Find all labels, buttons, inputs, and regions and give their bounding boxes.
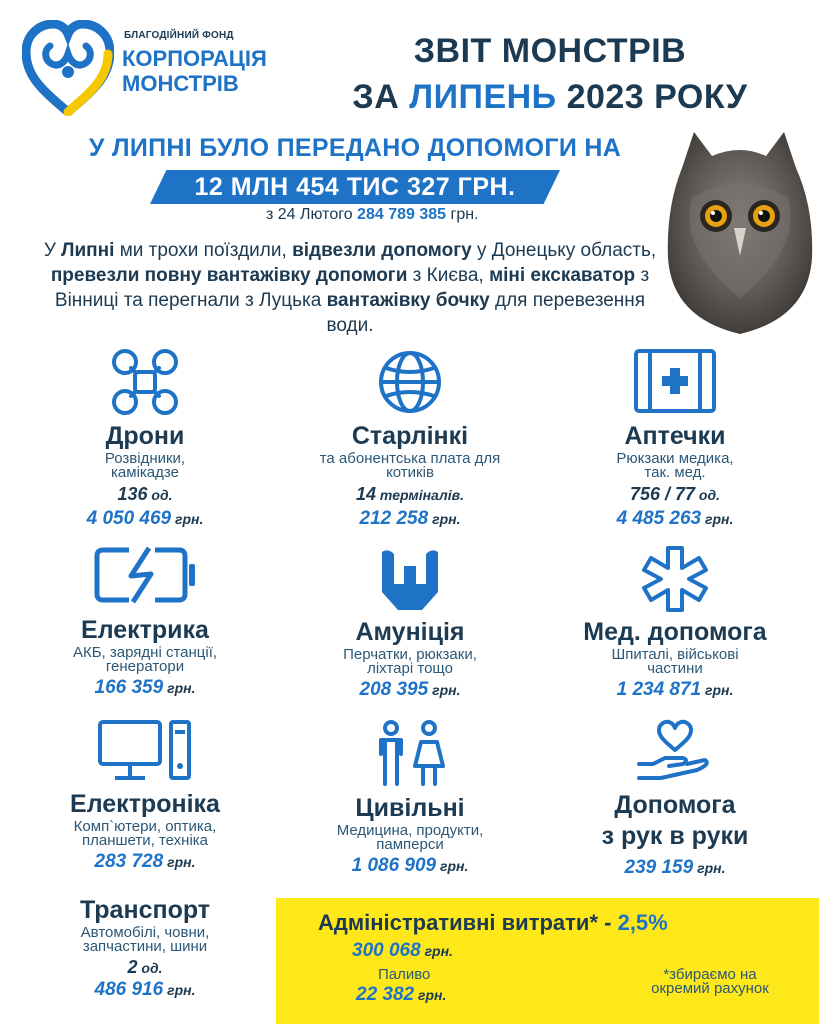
story-paragraph: У Липні ми трохи поїздили, відвезли допомогу у Донецьку область, превезли повну вантажівку допомоги з Києва, міні екскаватор з Вінниці та перегнали з Луцька вантажівку бочку для перевезення води. — [43, 240, 657, 336]
drone-icon — [109, 346, 181, 418]
fuel-label: Паливо — [378, 966, 431, 983]
category-amount: 239 159 грн. — [624, 857, 726, 878]
summary-headline: У ЛИПНІ БУЛО ПЕРЕДАНО ДОПОМОГИ НА — [88, 134, 622, 162]
logo — [22, 20, 282, 120]
category-qty: 756 / 77 од. — [629, 484, 721, 504]
category-name: Аптечки — [624, 422, 726, 450]
category-desc: Медицина, продукти, памперси — [336, 822, 484, 853]
total-amount: 12 МЛН 454 ТИС 327 ГРН. — [194, 173, 516, 201]
globe-icon — [374, 346, 446, 418]
admin-title: Адміністративні витрати* - 2,5% — [318, 910, 668, 935]
category-name: Дрони — [105, 422, 185, 450]
computer-icon — [97, 718, 193, 784]
category-desc: та абонентська плата для котиків — [319, 450, 501, 481]
category-amount: 486 916 грн. — [94, 979, 196, 1000]
fuel-amount: 22 382 грн. — [356, 984, 447, 1005]
category-name: Допомога — [614, 791, 736, 819]
category-qty: 14 терміналів. — [356, 484, 464, 504]
category-amount: 283 728 грн. — [94, 851, 196, 872]
people-icon — [373, 718, 447, 788]
category-name: Амуніція — [355, 618, 465, 646]
medical-star-icon — [640, 544, 710, 614]
footnote: *збираємо на окремий рахунок — [651, 966, 769, 997]
category-medical — [545, 544, 805, 702]
page-title: ЗВІТ МОНСТРІВ ЗА ЛИПЕНЬ 2023 РОКУ — [352, 32, 748, 116]
first-aid-kit-icon — [633, 346, 717, 418]
category-name: Електроніка — [70, 790, 220, 818]
category-desc: Автомобілі, човни, запчастини, шини — [80, 924, 210, 955]
category-name: Електрика — [81, 616, 209, 644]
category-first-aid — [545, 346, 805, 531]
category-name-line2: з рук в руки — [601, 822, 749, 850]
category-desc: Перчатки, рюкзаки, ліхтарі тощо — [343, 646, 477, 677]
category-desc: Рюкзаки медика, так. мед. — [616, 450, 734, 481]
category-starlinks — [280, 346, 540, 531]
since-total: з 24 Лютого 284 789 385 грн. — [266, 206, 479, 223]
category-ammunition — [280, 544, 540, 702]
category-desc: Шпиталі, військові частини — [611, 646, 739, 677]
category-amount: 4 050 469 грн. — [86, 508, 204, 529]
battery-charging-icon — [93, 544, 197, 606]
category-electric — [15, 544, 275, 700]
category-name: Старлінкі — [351, 422, 469, 450]
category-qty: 136 од. — [117, 484, 173, 504]
category-amount: 166 359 грн. — [94, 677, 196, 698]
helmet-icon — [378, 544, 442, 614]
org-name: КОРПОРАЦІЯ МОНСТРІВ — [122, 46, 267, 96]
category-amount: 4 485 263 грн. — [616, 508, 734, 529]
category-electronics — [15, 718, 275, 874]
category-transport — [15, 896, 275, 1001]
admin-amount: 300 068 грн. — [352, 940, 453, 961]
category-desc: Комп`ютери, оптика, планшети, техніка — [73, 818, 217, 849]
category-desc: АКБ, зарядні станції, генератори — [72, 644, 218, 675]
heart-logo-icon — [22, 20, 114, 116]
category-name: Цивільні — [355, 794, 465, 822]
category-drones — [15, 346, 275, 531]
category-amount: 1 234 871 грн. — [616, 679, 734, 700]
category-amount: 1 086 909 грн. — [351, 855, 469, 876]
heart-hand-icon — [635, 718, 715, 784]
category-desc: Розвідники, камікадзе — [104, 450, 186, 481]
category-civilians — [280, 718, 540, 878]
category-hand-to-hand — [545, 718, 805, 880]
category-name: Транспорт — [79, 896, 211, 924]
category-amount: 208 395 грн. — [359, 679, 461, 700]
category-qty: 2 од. — [127, 957, 163, 977]
org-subtitle: БЛАГОДІЙНИЙ ФОНД — [124, 30, 234, 41]
category-name: Мед. допомога — [583, 618, 767, 646]
category-amount: 212 258 грн. — [359, 508, 461, 529]
